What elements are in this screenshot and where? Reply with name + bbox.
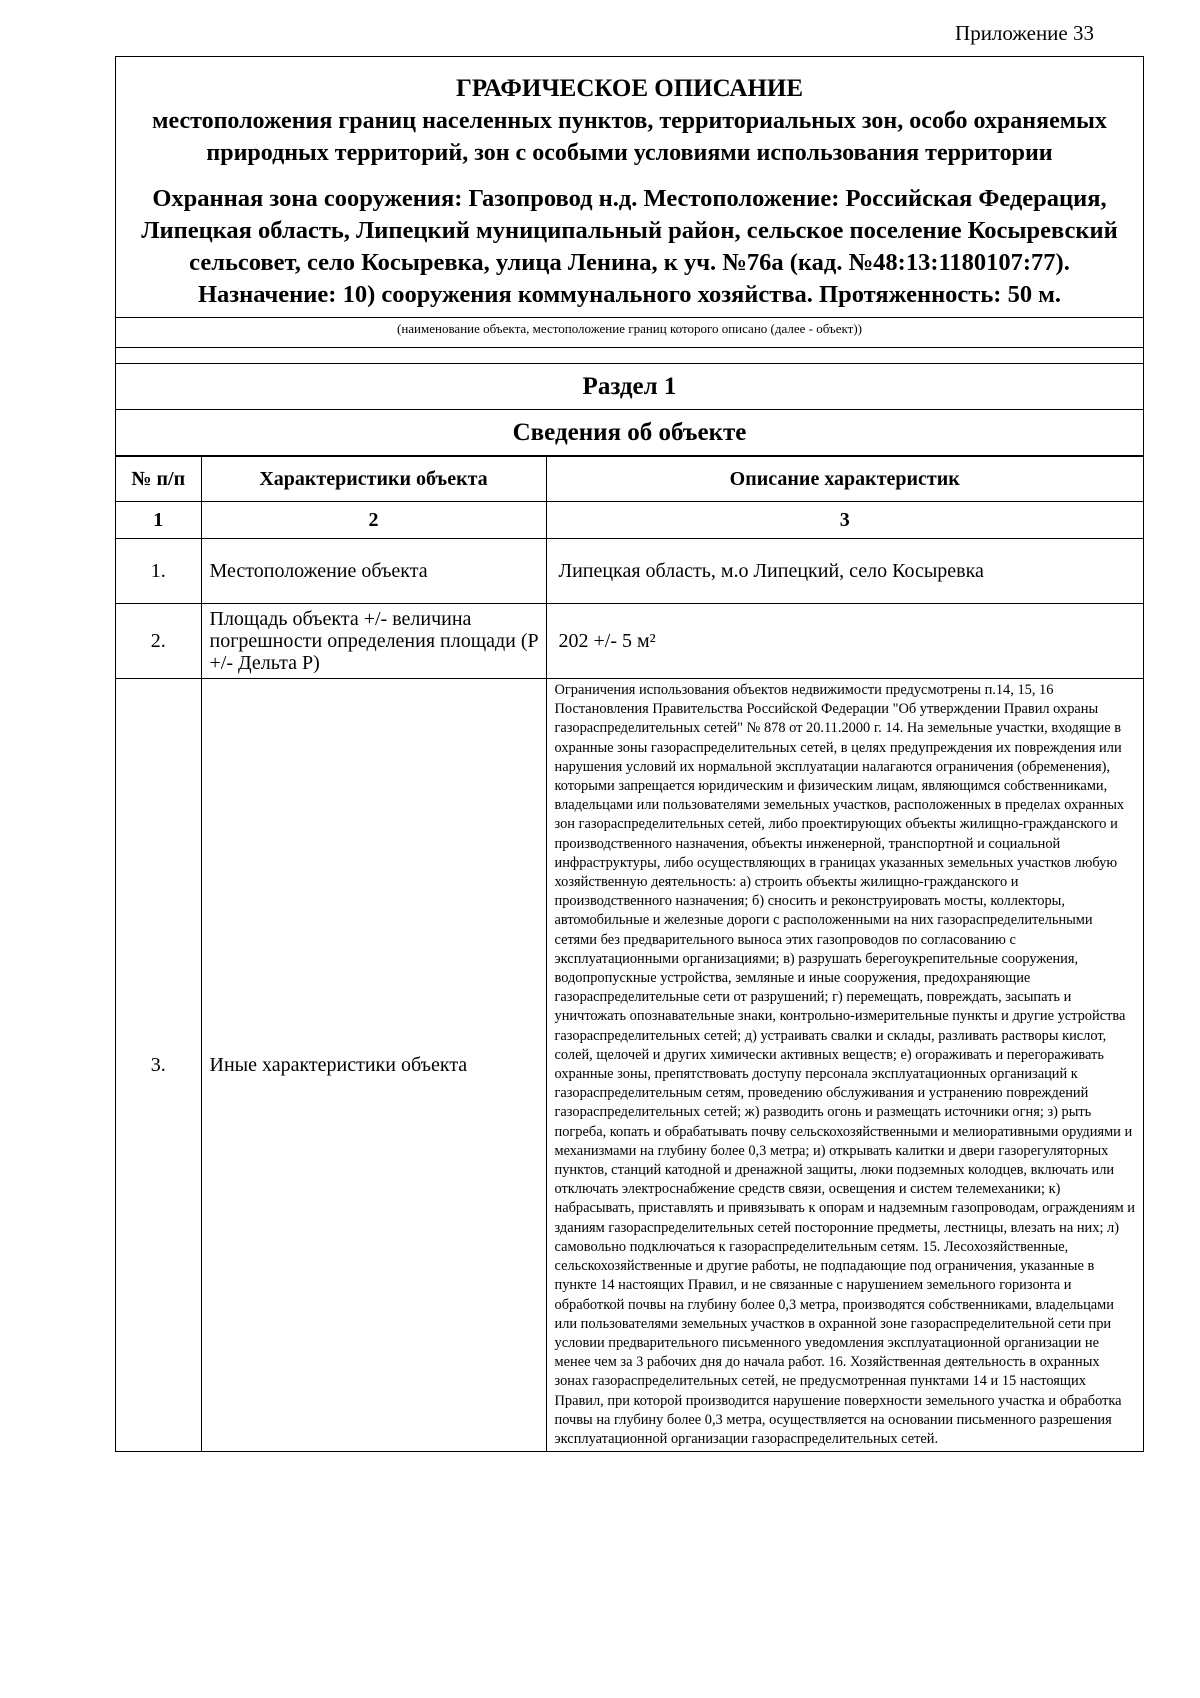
row-number: 3. <box>116 679 201 1452</box>
table-header-row <box>116 457 1143 502</box>
table-row <box>116 539 1143 604</box>
column-number-3: 3 <box>546 502 1143 539</box>
row-number: 1. <box>116 539 201 604</box>
header-description: Описание характеристик <box>546 457 1143 502</box>
column-number-2: 2 <box>201 502 546 539</box>
section-subtitle: Сведения об объекте <box>116 410 1143 456</box>
header-characteristic: Характеристики объекта <box>201 457 546 502</box>
document-header <box>116 57 1143 318</box>
column-numbers-row <box>116 502 1143 539</box>
row-characteristic: Местоположение объекта <box>201 539 546 604</box>
row-number: 2. <box>116 604 201 679</box>
row-description: 202 +/- 5 м² <box>546 604 1143 679</box>
object-name: Охранная зона сооружения: Газопровод н.д. Местоположение: Российская Федерация, Липецкая область, Липецкий муниципальный район, сельское поселение Косыревский сельсовет, село Косыревка, улица Ленина, к уч. №76а (кад. №48:13:1180107:77). Назначение: 10) сооружения коммунального хозяйства. Протяженность: 50 м. <box>141 185 1118 308</box>
spacer-row <box>116 348 1143 364</box>
document-frame <box>115 56 1144 1452</box>
table-row <box>116 604 1143 679</box>
row-characteristic: Иные характеристики объекта <box>201 679 546 1452</box>
object-caption: (наименование объекта, местоположение границ которого описано (далее - объект)) <box>116 318 1143 348</box>
section-title: Раздел 1 <box>116 364 1143 410</box>
header-number: № п/п <box>116 457 201 502</box>
row-characteristic: Площадь объекта +/- величина погрешности определения площади (Р +/- Дельта Р) <box>201 604 546 679</box>
row-description: Ограничения использования объектов недвижимости предусмотрены п.14, 15, 16 Постановления Правительства Российской Федерации "Об утверждении Правил охраны газораспределительных сетей" № 878 от 20.11.2000 г. 14. На земельные участки, входящие в охранные зоны газораспределительных сетей, в целях предупреждения их повреждения или нарушения условий их нормальной эксплуатации налагаются ограничения (обременения), которыми запрещается юридическим и физическим лицам, являющимся собственниками, владельцами или пользователями земельных участков, расположенных в пределах охранных зон газораспределительных сетей, либо проектирующих объекты жилищно-гражданского и производственного назначения, объекты инженерной, транспортной и социальной инфраструктуры, либо осуществляющих в границах указанных земельных участков любую хозяйственную деятельность: а) строить объекты жилищно-гражданского и производственного назначения; б) сносить и реконструировать мосты, коллекторы, автомобильные и железные дороги с расположенными на них газораспределительными сетями без предварительного выноса этих газопроводов по согласованию с эксплуатационными организациями; в) разрушать берегоукрепительные сооружения, водопропускные устройства, земляные и иные сооружения, предохраняющие газораспределительные сети от разрушений; г) перемещать, повреждать, засыпать и уничтожать опознавательные знаки, контрольно-измерительные пункты и другие устройства газораспределительных сетей; д) устраивать свалки и склады, разливать растворы кислот, солей, щелочей и других химически активных веществ; е) огораживать и перегораживать охранные зоны, препятствовать доступу персонала эксплуатационных организаций к газораспределительным сетям, проведению обслуживания и устранению повреждений газораспределительных сетей; ж) разводить огонь и размещать источники огня; з) рыть погреба, копать и обрабатывать почву сельскохозяйственными и мелиоративными орудиями и механизмами на глубину более 0,3 метра; и) открывать калитки и двери газорегуляторных пунктов, станций катодной и дренажной защиты, люки подземных колодцев, включать или отключать электроснабжение средств связи, освещения и систем телемеханики; к) набрасывать, приставлять и привязывать к опорам и надземным газопроводам, ограждениям и зданиям газораспределительных сетей посторонние предметы, лестницы, влезать на них; л) самовольно подключаться к газораспределительным сетям. 15. Лесохозяйственные, сельскохозяйственные и другие работы, не подпадающие под ограничения, указанные в пункте 14 настоящих Правил, и не связанные с нарушением земельного горизонта и обработкой почвы на глубину более 0,3 метра, производятся собственниками, владельцами или пользователями земельных участков в охранной зоне газораспределительной сети при условии предварительного письменного уведомления эксплуатационной организации не менее чем за 3 рабочих дня до начала работ. 16. Хозяйственная деятельность в охранных зонах газораспределительных сетей, не предусмотренная пунктами 14 и 15 настоящих Правил, при которой производится нарушение поверхности земельного участка и обработка почвы на глубину более 0,3 метра, осуществляется на основании письменного разрешения эксплуатационной организации газораспределительных сетей. <box>546 679 1143 1452</box>
document-subtitle: местоположения границ населенных пунктов, территориальных зон, особо охраняемых природных территорий, зон с особыми условиями использования территории <box>152 108 1107 166</box>
document-title: ГРАФИЧЕСКОЕ ОПИСАНИЕ <box>455 75 804 102</box>
appendix-label: Приложение 33 <box>955 21 1094 45</box>
object-info-table <box>116 456 1143 1452</box>
column-number-1: 1 <box>116 502 201 539</box>
row-description: Липецкая область, м.о Липецкий, село Косыревка <box>546 539 1143 604</box>
table-row <box>116 679 1143 1452</box>
